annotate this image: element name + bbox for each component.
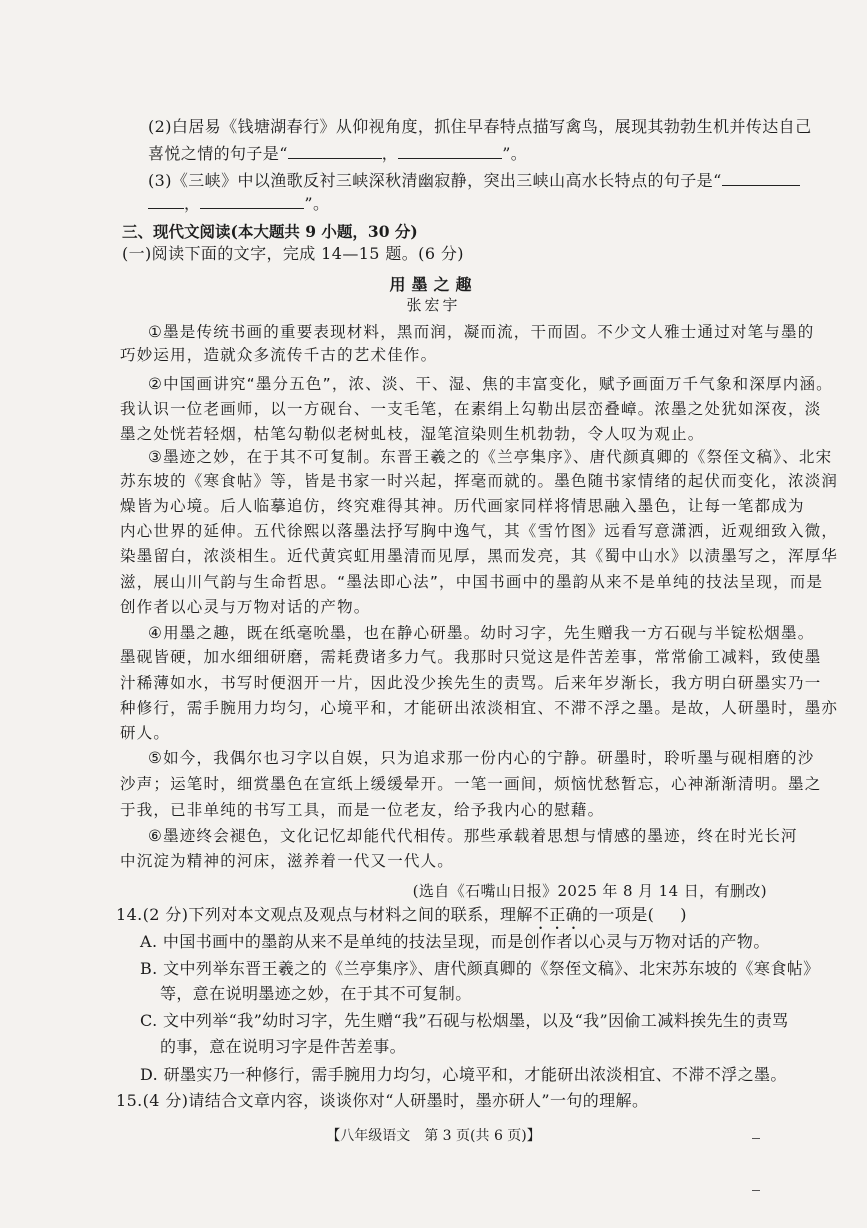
article-line: 内心世界的延伸。五代徐熙以落墨法抒写胸中逸气，其《雪竹图》远看写意潇洒，近观细致入微， [120, 522, 839, 540]
article-line: 汁稀薄如水，书写时便洇开一片，因此没少挨先生的责骂。后来年岁渐长，我方明白研墨实乃一 [120, 674, 822, 692]
q14-option-c-cont: 的事，意在说明习字是件苦差事。 [160, 1037, 407, 1056]
article-line: 种修行，需手腕用力均匀，心境平和，才能研出浓淡相宜、不滞不浮之墨。是故，人研墨时，墨亦 [120, 699, 839, 717]
article-line: 燥皆为心境。后人临摹追仿，终究难得其神。历代画家同样将情思融入墨色，让每一笔都成为 [120, 497, 805, 515]
article-line: 创作者以心灵与万物对话的产物。 [120, 598, 371, 616]
article-title: 用墨之趣 [389, 275, 478, 294]
q13-item3-line1: (3)《三峡》中以渔歌反衬三峡深秋清幽寂静，突出三峡山高水长特点的句子是“ [148, 170, 800, 192]
article-line: 苏东坡的《寒食帖》等，皆是书家一时兴起，挥毫而就的。墨色随书家情绪的起伏而变化，浓淡润 [120, 472, 839, 490]
q13-item3-line2: ， ”。 [148, 193, 329, 215]
article-line: ④用墨之趣，既在纸毫吮墨，也在静心研墨。幼时习字，先生赠我一方石砚与半锭松烟墨。 [148, 624, 815, 642]
emphasis-text: 不正确 [532, 905, 582, 924]
article-author: 张宏宇 [406, 296, 461, 314]
q14-option-b[interactable]: B. 文中列举东晋王羲之的《兰亭集序》、唐代颜真卿的《祭侄文稿》、北宋苏东坡的《寒食帖》 [140, 959, 820, 978]
scan-mark [752, 1190, 760, 1191]
page-footer: 【八年级语文 第 3 页(共 6 页)】 [326, 1128, 541, 1144]
answer-blank[interactable] [200, 194, 304, 209]
article-line: 研人。 [120, 724, 171, 742]
article-line: ①墨是传统书画的重要表现材料，黑而润，凝而流，干而固。不少文人雅士通过对笔与墨的 [148, 323, 815, 341]
section-heading: 三、现代文阅读(本大题共 9 小题，30 分) [122, 222, 418, 241]
scan-mark [752, 1138, 760, 1139]
section-subheading: (一)阅读下面的文字，完成 14—15 题。(6 分) [122, 244, 464, 263]
article-line: 墨砚皆硬，加水细细研磨，需耗费诸多力气。我那时只觉这是件苦差事，常常偷工减料，致使墨 [120, 648, 822, 666]
q14-option-c[interactable]: C. 文中列举“我”幼时习字，先生赠“我”石砚与松烟墨，以及“我”因偷工减料挨先生的责骂 [140, 1011, 789, 1030]
article-line: ⑥墨迹终会褪色，文化记忆却能代代相传。那些承载着思想与情感的墨迹，终在时光长河 [148, 827, 798, 845]
article-line: 于我，已非单纯的书写工具，而是一位老友，给予我内心的慰藉。 [120, 801, 605, 819]
article-line: 滋，展山川气韵与生命哲思。“墨法即心法”，中国书画中的墨韵从来不是单纯的技法呈现，而是 [120, 573, 824, 591]
article-line: 染墨留白，浓淡相生。近代黄宾虹用墨清而见厚，黑而发亮，其《蜀中山水》以渍墨写之，浑厚华 [120, 547, 839, 565]
q13-item2-line2: 喜悦之情的句子是“ ， ”。 [148, 144, 528, 163]
answer-blank[interactable] [398, 144, 502, 159]
q14-option-d[interactable]: D. 研墨实乃一种修行，需手腕用力均匀，心境平和，才能研出浓淡相宜、不滞不浮之墨。 [140, 1065, 787, 1084]
q13-item2-line1: (2)白居易《钱塘湖春行》从仰视角度，抓住早春特点描写禽鸟，展现其勃勃生机并传达自己 [148, 117, 812, 136]
q14-stem: 14.(2 分)下列对本文观点及观点与材料之间的联系，理解不正确的一项是( ) [116, 905, 687, 924]
q14-option-b-cont: 等，意在说明墨迹之妙，在于其不可复制。 [160, 984, 472, 1003]
answer-blank[interactable] [148, 194, 184, 209]
article-line: ⑤如今，我偶尔也习字以自娱，只为追求那一份内心的宁静。研墨时，聆听墨与砚相磨的沙 [148, 749, 815, 767]
article-line: 墨之处恍若轻烟，枯笔勾勒似老树虬枝，湿笔渲染则生机勃勃，令人叹为观止。 [120, 425, 705, 443]
article-line: 我认识一位老画师，以一方砚台、一支毛笔，在素绢上勾勒出层峦叠嶂。浓墨之处犹如深夜，淡 [120, 400, 822, 418]
answer-blank[interactable] [288, 144, 382, 159]
article-line: ③墨迹之妙，在于其不可复制。东晋王羲之的《兰亭集序》、唐代颜真卿的《祭侄文稿》、北宋 [148, 448, 833, 466]
article-source: (选自《石嘴山日报》2025 年 8 月 14 日，有删改) [412, 882, 767, 900]
article-line: ②中国画讲究“墨分五色”，浓、淡、干、湿、焦的丰富变化，赋予画面万千气象和深厚内涵。 [148, 375, 833, 393]
q14-option-a[interactable]: A. 中国书画中的墨韵从来不是单纯的技法呈现，而是创作者以心灵与万物对话的产物。 [140, 932, 770, 951]
article-line: 沙声；运笔时，细赏墨色在宣纸上缓缓晕开。一笔一画间，烦恼忧愁暂忘，心神渐渐清明。墨之 [120, 775, 822, 793]
answer-blank[interactable] [722, 171, 800, 186]
q15-stem: 15.(4 分)请结合文章内容，谈谈你对“人研墨时，墨亦研人”一句的理解。 [116, 1091, 649, 1110]
article-line: 中沉淀为精神的河床，滋养着一代又一代人。 [120, 852, 455, 870]
article-line: 巧妙运用，造就众多流传千古的艺术佳作。 [120, 346, 438, 364]
